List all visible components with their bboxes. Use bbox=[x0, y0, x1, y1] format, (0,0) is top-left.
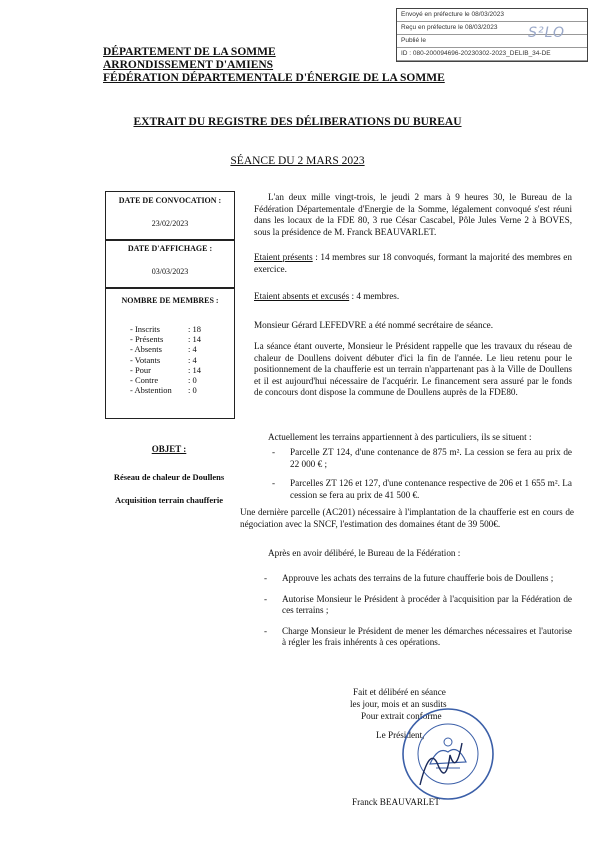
list-item: - Autorise Monsieur le Président à procéder à l'acquisition par la Fédération de ces terrains ; bbox=[264, 593, 572, 616]
presents-text: : 14 membres sur 18 convoqués, formant la majorité des membres en exercice. bbox=[254, 252, 572, 274]
list-item: - Charge Monsieur le Président de mener les démarches nécessaires et l'autorise à régler les frais inhérents à ces opérations. bbox=[264, 625, 572, 648]
member-row: - Pour : 14 bbox=[130, 364, 201, 375]
secretaire-paragraph: Monsieur Gérard LEFEDVRE a été nommé secrétaire de séance. bbox=[254, 320, 494, 330]
absents-label: Etaient absents et excusés bbox=[254, 291, 350, 301]
objet-label: OBJET : bbox=[151, 444, 187, 454]
convocation-box bbox=[105, 191, 235, 241]
intro-paragraph: L'an deux mille vingt-trois, le jeudi 2 mars à 9 heures 30, le Bureau de la Fédération Départementale d'Energie de la Somme, légalement convoqué s'est réuni dans les locaux de la FDE 80, 3 rue César Cascabel, Pôle Jules Verne 2 à BOVES, sous la présidence de M. Franck BEAUVARLET. bbox=[254, 192, 572, 237]
membres-box bbox=[105, 287, 235, 419]
affichage-label: DATE D'AFFICHAGE : bbox=[127, 244, 213, 253]
list-item: - Parcelles ZT 126 et 127, d'une contenance respective de 206 et 1 655 m². La cession se fera au prix de 41 500 €. bbox=[272, 478, 572, 500]
list-item: - Approuve les achats des terrains de la future chaufferie bois de Doullens ; bbox=[264, 573, 554, 583]
convocation-label: DATE DE CONVOCATION : bbox=[118, 196, 222, 205]
le-president: Le Président, bbox=[376, 730, 425, 740]
jour-mois-an: les jour, mois et an susdits bbox=[350, 699, 447, 709]
s2lo-logo: S²LO bbox=[528, 25, 565, 41]
extrait-conforme: Pour extrait conforme bbox=[361, 711, 442, 721]
presents-paragraph bbox=[254, 252, 572, 275]
members-list bbox=[130, 324, 201, 395]
member-row: - Absents : 4 bbox=[130, 344, 197, 355]
document-title: EXTRAIT DU REGISTRE DES DÉLIBERATIONS DU BUREAU bbox=[133, 116, 462, 128]
member-row: - Inscrits : 18 bbox=[130, 324, 201, 334]
handwritten-signature bbox=[410, 735, 470, 795]
header-departement: DÉPARTEMENT DE LA SOMME bbox=[103, 46, 276, 58]
affichage-value: 03/03/2023 bbox=[151, 267, 189, 276]
context-paragraph: La séance étant ouverte, Monsieur le Président rappelle que les travaux du réseau de chaleur de Doullens doivent débuter d'ici la fin de l'année. Le lieu retenu pour le positionnement de la chaufferie est un terrain n'appartenant pas à la Ville de Doullens et il est aujourd'hui nécessaire de l'acquérir. Le financement sera assuré par le fonds de concours dont dispose la commune de Doullens auprès de la FDE80. bbox=[254, 341, 572, 398]
absents-text: : 4 membres. bbox=[349, 291, 400, 301]
header-federation: FÉDÉRATION DÉPARTEMENTALE D'ÉNERGIE DE LA SOMME bbox=[103, 72, 445, 84]
member-row: - Contre : 0 bbox=[130, 375, 197, 386]
signatory-name: Franck BEAUVARLET bbox=[352, 797, 440, 807]
stamp-envoye: Envoyé en préfecture le 08/03/2023 bbox=[397, 9, 587, 22]
parcels-list bbox=[262, 447, 572, 501]
delibere-paragraph: Après en avoir délibéré, le Bureau de la Fédération : bbox=[268, 548, 461, 558]
sncf-paragraph: Une dernière parcelle (AC201) nécessaire à l'implantation de la chaufferie est en cours de négociation avec la SNCF, l'estimation des domaines étant de 39 500€. bbox=[240, 507, 574, 529]
stamp-id: ID : 080-200094696-20230302-2023_DELIB_34-DE bbox=[397, 48, 587, 61]
objet-acquisition: Acquisition terrain chaufferie bbox=[114, 495, 224, 505]
decisions-list bbox=[254, 573, 572, 649]
seance-date: SÉANCE DU 2 MARS 2023 bbox=[230, 155, 365, 167]
member-row: - Abstention : 0 bbox=[130, 385, 197, 396]
convocation-value: 23/02/2023 bbox=[151, 219, 189, 228]
stamp-publie: Publié le bbox=[397, 35, 587, 48]
stamp-recu: Reçu en préfecture le 08/03/2023 bbox=[397, 22, 587, 35]
objet-reseau: Réseau de chaleur de Doullens bbox=[113, 472, 225, 482]
absents-paragraph bbox=[254, 291, 572, 303]
member-row: - Présents : 14 bbox=[130, 334, 201, 345]
header bbox=[103, 46, 445, 85]
affichage-box bbox=[105, 239, 235, 289]
presents-label: Etaient présents bbox=[254, 252, 313, 262]
fait-delibere: Fait et délibéré en séance bbox=[353, 687, 446, 697]
membres-label: NOMBRE DE MEMBRES : bbox=[121, 296, 219, 305]
terrains-paragraph: Actuellement les terrains appartiennent à des particuliers, ils se situent : bbox=[268, 432, 532, 442]
objet-section bbox=[105, 444, 233, 518]
member-row: - Votants : 4 bbox=[130, 354, 197, 365]
list-item: - Parcelle ZT 124, d'une contenance de 875 m². La cession se fera au prix de 22 000 € ; bbox=[272, 447, 572, 469]
header-arrondissement: ARRONDISSEMENT D'AMIENS bbox=[103, 59, 274, 71]
